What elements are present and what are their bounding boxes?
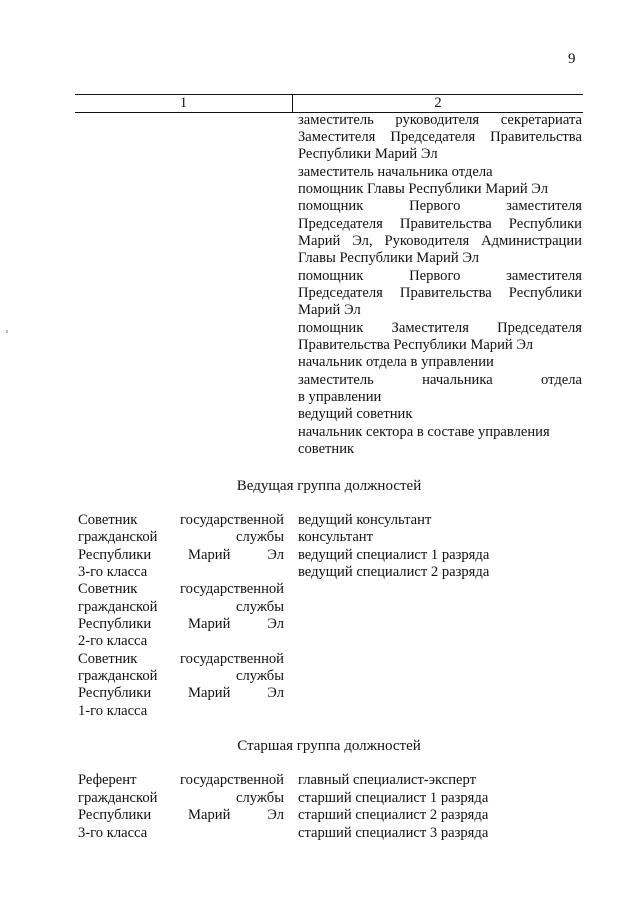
rank-line: Республики Марий Эл	[78, 547, 284, 563]
position-line: главный специалист-эксперт	[298, 772, 477, 788]
position-line: начальник сектора в составе управления	[298, 424, 550, 440]
position-line: помощник Главы Республики Марий Эл	[298, 181, 549, 197]
position-line: старший специалист 3 разряда	[298, 825, 489, 841]
position-line: Председателя Правительства Республики	[298, 285, 582, 301]
rank-line: Республики Марий Эл	[78, 807, 284, 823]
position-line: Республики Марий Эл	[298, 146, 438, 162]
rank-line: Советник государственной	[78, 581, 284, 597]
rank-line: гражданской службы	[78, 529, 284, 545]
rank-line: 3-го класса	[78, 825, 148, 841]
rank-line: гражданской службы	[78, 790, 284, 806]
position-line: советник	[298, 441, 355, 457]
rank-line: Республики Марий Эл	[78, 685, 284, 701]
position-line: консультант	[298, 529, 373, 545]
position-line: старший специалист 2 разряда	[298, 807, 489, 823]
position-line: Марий Эл	[298, 302, 361, 318]
position-line: помощник Первого заместителя	[298, 198, 582, 214]
rank-line: 3-го класса	[78, 564, 148, 580]
rank-line: гражданской службы	[78, 668, 284, 684]
rank-line: 1-го класса	[78, 703, 148, 719]
position-line: старший специалист 1 разряда	[298, 790, 489, 806]
position-line: заместитель начальника отдела	[298, 164, 493, 180]
rank-line: Советник государственной	[78, 512, 284, 528]
position-line: начальник отдела в управлении	[298, 354, 494, 370]
rank-line: Республики Марий Эл	[78, 616, 284, 632]
leading-group-heading: Ведущая группа должностей	[236, 478, 422, 494]
scan-artifact	[6, 330, 8, 333]
position-line: заместитель начальника отдела	[298, 372, 582, 388]
rank-line: Референт государственной	[78, 772, 284, 788]
position-line: в управлении	[298, 389, 382, 405]
position-line: заместитель руководителя секретариата	[298, 112, 582, 128]
senior-group-heading: Старшая группа должностей	[237, 738, 421, 754]
position-line: Марий Эл, Руководителя Администрации	[298, 233, 582, 249]
position-line: Правительства Республики Марий Эл	[298, 337, 534, 353]
position-line: ведущий советник	[298, 406, 413, 422]
position-line: ведущий специалист 2 разряда	[298, 564, 490, 580]
rank-line: гражданской службы	[78, 599, 284, 615]
table-column-number-2: 2	[434, 95, 442, 111]
position-line: Председателя Правительства Республики	[298, 216, 582, 232]
rank-line: 2-го класса	[78, 633, 148, 649]
position-line: Заместителя Председателя Правительства	[298, 129, 582, 145]
position-line: помощник Первого заместителя	[298, 268, 582, 284]
page-number: 9	[568, 51, 576, 67]
rank-line: Советник государственной	[78, 651, 284, 667]
position-line: ведущий специалист 1 разряда	[298, 547, 490, 563]
position-line: Главы Республики Марий Эл	[298, 250, 480, 266]
position-line: помощник Заместителя Председателя	[298, 320, 582, 336]
position-line: ведущий консультант	[298, 512, 432, 528]
table-column-number-1: 1	[179, 95, 188, 111]
